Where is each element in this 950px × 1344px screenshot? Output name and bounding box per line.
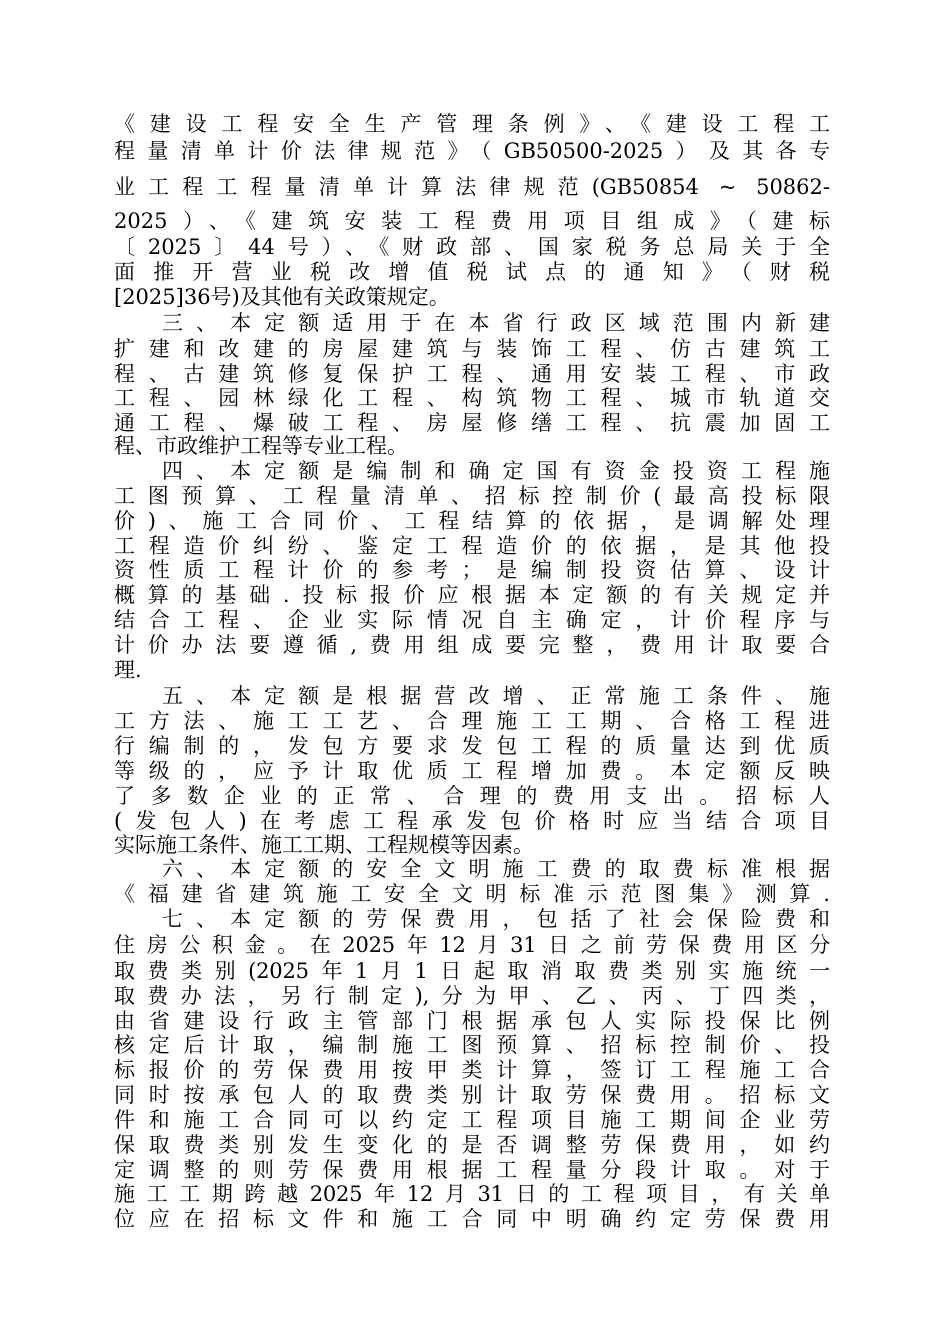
- text-line: 工程、园林绿化工程、构筑物工程、城市轨道交: [114, 386, 830, 410]
- text-line: 实际施工条件、施工工期、工程规模等因素。: [114, 833, 534, 857]
- text-line: 工图预算、工程量清单、招标控制价(最高投标限: [114, 484, 830, 508]
- text-line: 定调整的则劳保费用根据工程量分段计取。对于: [114, 1158, 830, 1182]
- text-line: 行编制的，发包方要求发包工程的质量达到优质: [114, 734, 830, 758]
- text-line: 面推开营业税改增值税试点的通知》（财税: [114, 260, 830, 284]
- paragraph-three-start: 三、本定额适用于在本省行政区域范围内新建: [162, 311, 830, 335]
- text-line: 工方法、施工工艺、合理施工工期、合格工程进: [114, 709, 830, 733]
- text-line: 标报价的劳保费用按甲类计算，签订工程施工合: [114, 1058, 830, 1082]
- text-line: 了多数企业的正常、合理的费用支出。招标人: [114, 784, 830, 808]
- paragraph-five-start: 五、本定额是根据营改增、正常施工条件、施: [162, 684, 830, 708]
- text-line: 位应在招标文件和施工合同中明确约定劳保费用: [114, 1207, 830, 1231]
- text-line: 2025）、《建筑安装工程费用项目组成》（建标: [114, 209, 830, 233]
- text-line: 《福建省建筑施工安全文明标准示范图集》测算.: [114, 882, 830, 906]
- text-line: 结合工程、企业实际情况自主确定，计价程序与: [114, 608, 830, 632]
- text-line: 件和施工合同可以约定工程项目施工期间企业劳: [114, 1108, 830, 1132]
- text-line: 等级的，应予计取优质工程增加费。本定额反映: [114, 759, 830, 783]
- paragraph-six-start: 六、本定额的安全文明施工费的取费标准根据: [162, 857, 830, 881]
- text-line: 同时按承包人的取费类别计取劳保费用。招标文: [114, 1083, 830, 1107]
- text-line: 住房公积金。在2025年12月31日之前劳保费用区分: [114, 933, 830, 957]
- text-line: 取费办法，另行制定),分为甲、乙、丙、丁四类，: [114, 984, 830, 1008]
- text-line: 程量清单计价法律规范》（GB50500-2025）及其各专: [114, 139, 830, 163]
- text-line: 程、市政维护工程等专业工程。: [114, 434, 408, 458]
- text-line: 《建设工程安全生产管理条例》、《建设工程工: [114, 112, 830, 136]
- text-line: 业工程工程量清单计算法律规范(GB50854 ~ 50862-: [114, 175, 830, 199]
- paragraph-four-start: 四、本定额是编制和确定国有资金投资工程施: [162, 459, 830, 483]
- text-line: 资性质工程计价的参考；是编制投资估算、设计: [114, 558, 830, 582]
- text-line: 程、古建筑修复保护工程、通用安装工程、市政: [114, 362, 830, 386]
- text-line: [2025]36号)及其他有关政策规定。: [114, 285, 450, 309]
- paragraph-seven-start: 七、本定额的劳保费用，包括了社会保险费和: [162, 907, 830, 931]
- text-line: 由省建设行政主管部门根据承包人实际投保比例: [114, 1009, 830, 1033]
- text-line: 工程造价纠纷、鉴定工程造价的依据，是其他投: [114, 534, 830, 558]
- text-line: (发包人)在考虑工程承发包价格时应当结合项目: [114, 809, 830, 833]
- text-line: 计价办法要遵循,费用组成要完整，费用计取要合: [114, 633, 830, 657]
- text-line: 扩建和改建的房屋建筑与装饰工程、仿古建筑工: [114, 337, 830, 361]
- text-line: 保取费类别发生变化的是否调整劳保费用，如约: [114, 1133, 830, 1157]
- text-line: 取费类别(2025年1月1日起取消取费类别实施统一: [114, 959, 830, 983]
- text-line: 概算的基础.投标报价应根据本定额的有关规定并: [114, 583, 830, 607]
- text-line: 〔2025〕44号）、《财政部、国家税务总局关于全: [114, 235, 830, 259]
- text-line: 核定后计取，编制施工图预算、招标控制价、投: [114, 1033, 830, 1057]
- text-line: 施工工期跨越2025年12月31日的工程项目，有关单: [114, 1182, 830, 1206]
- text-line: 通工程、爆破工程、房屋修缮工程、抗震加固工: [114, 411, 830, 435]
- text-line: 理.: [114, 658, 142, 682]
- text-line: 价)、施工合同价、工程结算的依据，是调解处理: [114, 509, 830, 533]
